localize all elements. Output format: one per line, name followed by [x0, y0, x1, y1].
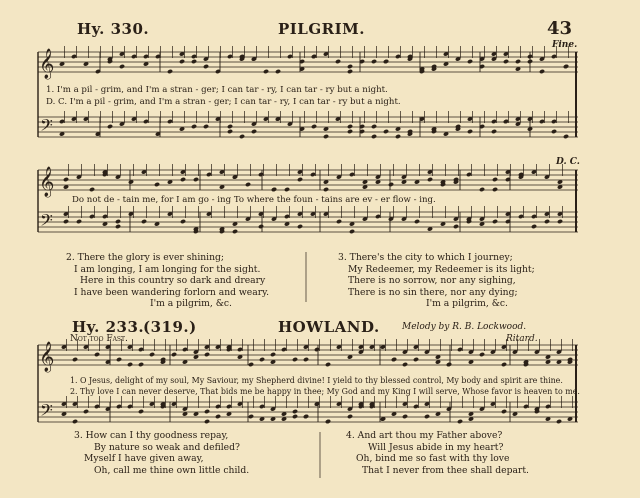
note-head	[204, 352, 210, 357]
note-head	[180, 177, 186, 182]
note-head	[248, 414, 254, 419]
note-head	[349, 229, 355, 234]
note-head	[180, 219, 186, 224]
note-head	[388, 182, 394, 187]
note-head	[347, 69, 353, 74]
note-head	[395, 134, 401, 139]
note-head	[154, 182, 160, 187]
note-head	[544, 219, 550, 224]
note-head	[479, 352, 485, 357]
verse-line: There is no sorrow, nor any sighing,	[348, 275, 516, 287]
note-head	[83, 409, 89, 414]
note-head	[297, 224, 303, 229]
note-head	[115, 224, 121, 229]
note-head	[467, 59, 473, 64]
note-head	[292, 357, 298, 362]
verse-line: I'm a pilgrim, &c.	[150, 298, 232, 310]
note-head	[492, 177, 498, 182]
verse-line: That I never from thee shall depart.	[362, 464, 529, 476]
hymn2-attribution: Melody by R. B. Lockwood.	[402, 322, 527, 332]
note-head	[271, 187, 277, 192]
note-head	[284, 187, 290, 192]
note-head	[347, 124, 353, 129]
tempo-mark: Not too Fast.	[70, 334, 128, 344]
note-head	[191, 124, 197, 129]
note-head	[63, 219, 69, 224]
verse-line: 4. And art thou my Father above?	[346, 430, 503, 441]
note-head	[371, 124, 377, 129]
note-head	[492, 187, 498, 192]
note-head	[383, 59, 389, 64]
note-head	[467, 129, 473, 134]
treble-clef-icon: 𝄞	[39, 167, 55, 197]
hymn1-tune-name: PILGRIM.	[278, 20, 365, 38]
note-head	[63, 177, 69, 182]
note-head	[292, 409, 298, 414]
note-head	[138, 362, 144, 367]
note-head	[203, 64, 209, 69]
bass-clef-icon: 𝄢	[40, 210, 53, 234]
hymn2-number: Hy. 233.	[72, 318, 145, 336]
note-head	[311, 124, 317, 129]
note-head	[414, 219, 420, 224]
dc-mark: D. C.	[556, 157, 580, 167]
note-head	[248, 362, 254, 367]
note-head	[503, 59, 509, 64]
note-head	[292, 414, 298, 419]
note-head	[232, 229, 238, 234]
note-head	[563, 64, 569, 69]
verse-line: I have been wandering forlorn and weary.	[74, 286, 269, 298]
note-head	[141, 219, 147, 224]
note-head	[325, 362, 331, 367]
note-head	[115, 219, 121, 224]
fine-mark: Fine.	[552, 40, 578, 50]
hymn1-number: Hy. 330.	[77, 20, 150, 38]
note-head	[193, 177, 199, 182]
note-head	[427, 177, 433, 182]
note-head	[76, 219, 82, 224]
note-head	[72, 357, 78, 362]
note-head	[347, 414, 353, 419]
note-head	[263, 69, 269, 74]
note-head	[149, 352, 155, 357]
note-head	[539, 69, 545, 74]
note-head	[259, 357, 265, 362]
note-head	[94, 352, 100, 357]
note-head	[371, 59, 377, 64]
bass-clef-icon: 𝄢	[40, 115, 53, 139]
staff-treble-3	[38, 345, 578, 365]
verse-line: 3. How can I thy goodness repay,	[74, 430, 229, 441]
note-head	[297, 177, 303, 182]
verse-line: By nature so weak and defiled?	[94, 441, 240, 453]
hymn2-verse1: 1. O Jesus, delight of my soul, My Saviour, my Shepherd divine! I yield to thy blessed control, My body and spirit are thine.	[70, 376, 563, 385]
note-head	[227, 129, 233, 134]
note-head	[258, 224, 264, 229]
note-head	[335, 59, 341, 64]
note-head	[371, 134, 377, 139]
note-head	[556, 419, 562, 424]
verse-line: Oh, bind me so fast with thy love	[356, 453, 510, 465]
hymn2-alt-number: (319.)	[143, 318, 197, 336]
verse-line: Here in this country so dark and dreary	[80, 275, 266, 287]
note-head	[323, 134, 329, 139]
note-head	[138, 409, 144, 414]
note-head	[479, 187, 485, 192]
verse-line: Oh, call me thine own little child.	[94, 464, 250, 476]
page-number: 43	[547, 18, 573, 39]
note-head	[179, 59, 185, 64]
note-head	[167, 69, 173, 74]
bass-clef-icon: 𝄢	[40, 400, 53, 424]
verse-line: Will Jesus abide in my heart?	[368, 441, 504, 453]
note-head	[303, 414, 309, 419]
note-head	[383, 129, 389, 134]
note-head	[527, 59, 533, 64]
hymn2-verse3	[74, 430, 249, 476]
note-head	[251, 129, 257, 134]
note-head	[191, 59, 197, 64]
hymn1-verse3	[338, 252, 535, 310]
note-head	[563, 134, 569, 139]
treble-clef-icon: 𝄞	[39, 49, 55, 79]
note-head	[501, 362, 507, 367]
note-head	[227, 124, 233, 129]
note-head	[457, 419, 463, 424]
hymn1-refrain: Do not de - tain me, for I am go - ing To where the foun - tains are ev - er flow - ing.	[72, 195, 436, 205]
hymn2-tune-name: HOWLAND.	[278, 318, 380, 336]
note-head	[557, 219, 563, 224]
hymn1-verse1-line1: 1. I'm a pil - grim, and I'm a stran - ger; I can tar - ry, I can tar - ry but a night.	[46, 85, 388, 95]
note-head	[270, 352, 276, 357]
note-head	[413, 357, 419, 362]
verse-line: 3. There's the city to which I journey;	[338, 252, 513, 263]
verse-line: Myself I have given away,	[84, 453, 204, 465]
note-head	[402, 414, 408, 419]
note-head	[347, 64, 353, 69]
verse-line: 2. There the glory is ever shining;	[66, 252, 225, 263]
note-head	[551, 129, 557, 134]
note-head	[119, 64, 125, 69]
note-head	[347, 129, 353, 134]
note-head	[204, 419, 210, 424]
note-head	[515, 59, 521, 64]
note-head	[325, 419, 331, 424]
verse-line: My Redeemer, my Redeemer is its light;	[348, 263, 535, 275]
staff-treble-1	[38, 52, 578, 72]
note-head	[89, 187, 95, 192]
note-head	[245, 182, 251, 187]
note-head	[531, 224, 537, 229]
hymn2-verse2: 2. Thy love I can never deserve, That bids me be happy in thee; My God and my King I will serve, Whose favor is heaven to me.	[70, 387, 580, 396]
staff-bass-1	[38, 117, 578, 137]
note-head	[239, 134, 245, 139]
note-head	[446, 362, 452, 367]
hymn1-verse2	[66, 252, 269, 310]
note-head	[424, 414, 430, 419]
hymn2-verse4	[346, 430, 529, 476]
note-head	[391, 357, 397, 362]
note-head	[127, 362, 133, 367]
treble-clef-icon: 𝄞	[39, 342, 55, 372]
note-head	[203, 124, 209, 129]
note-head	[72, 419, 78, 424]
note-head	[491, 129, 497, 134]
note-head	[171, 352, 177, 357]
ritard-mark: Ritard.	[506, 334, 538, 344]
verse-line: There is no sin there, nor any dying;	[348, 286, 518, 298]
note-head	[107, 124, 113, 129]
note-head	[453, 224, 459, 229]
note-head	[402, 362, 408, 367]
note-head	[303, 357, 309, 362]
verse-line: I'm a pilgrim, &c.	[426, 298, 508, 310]
note-head	[116, 357, 122, 362]
verse-line: I am longing, I am longing for the sight.	[74, 263, 261, 275]
note-head	[323, 187, 329, 192]
note-head	[501, 409, 507, 414]
note-head	[215, 414, 221, 419]
note-head	[275, 69, 281, 74]
hymn1-verse1-line2: D. C. I'm a pil - grim, and I'm a stran - ger; I can tar - ry, I can tar - ry but a night.	[46, 97, 401, 107]
note-head	[336, 219, 342, 224]
note-head	[492, 219, 498, 224]
note-head	[204, 409, 210, 414]
